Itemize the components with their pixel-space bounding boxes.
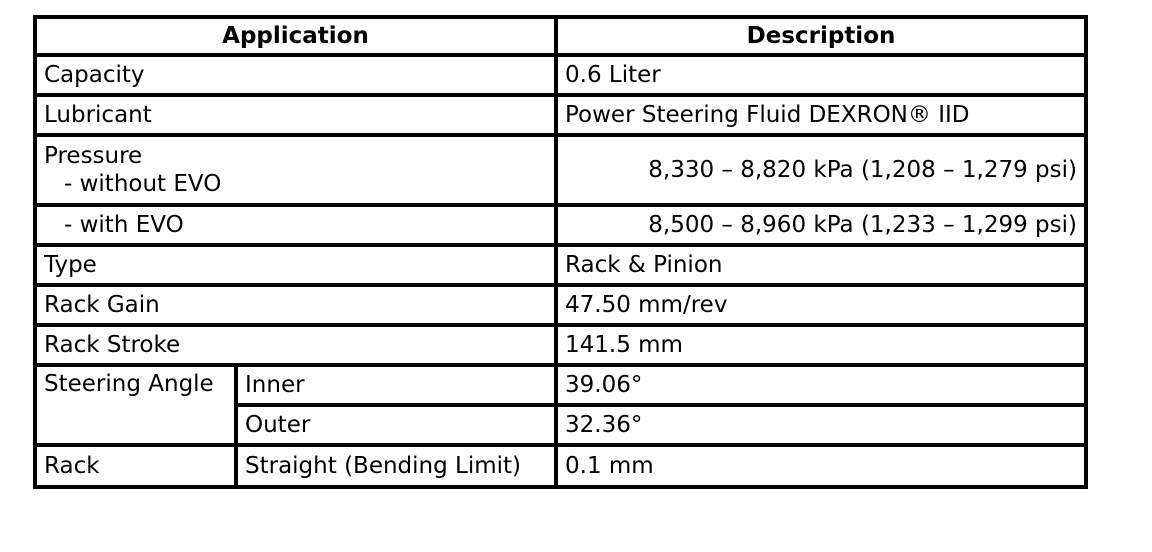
pressure-with-evo-label: - with EVO — [64, 212, 184, 238]
rack-gain-label: Rack Gain — [35, 285, 556, 325]
application-header: Application — [35, 17, 556, 55]
capacity-value: 0.6 Liter — [556, 55, 1086, 95]
table-row-lubricant — [35, 95, 1086, 135]
pressure-with-evo-value: 8,500 – 8,960 kPa (1,233 – 1,299 psi) — [556, 205, 1086, 245]
type-label: Type — [35, 245, 556, 285]
steering-angle-label: Steering Angle — [35, 365, 236, 445]
table-row-type — [35, 245, 1086, 285]
rack-stroke-value: 141.5 mm — [556, 325, 1086, 365]
steering-angle-outer-value: 32.36° — [556, 405, 1086, 445]
lubricant-value: Power Steering Fluid DEXRON® IID — [556, 95, 1086, 135]
rack-straight-label: Straight (Bending Limit) — [236, 445, 556, 487]
table-row-pressure-with-evo — [35, 205, 1086, 245]
capacity-label: Capacity — [35, 55, 556, 95]
type-value: Rack & Pinion — [556, 245, 1086, 285]
pressure-without-evo-label: - without EVO — [64, 171, 222, 197]
pressure-with-evo-cell — [35, 205, 556, 245]
steering-angle-outer-label: Outer — [236, 405, 556, 445]
description-header: Description — [556, 17, 1086, 55]
table-row-rack — [35, 445, 1086, 487]
steering-angle-inner-label: Inner — [236, 365, 556, 405]
table-row-rack-stroke — [35, 325, 1086, 365]
table-row-capacity — [35, 55, 1086, 95]
lubricant-label: Lubricant — [35, 95, 556, 135]
rack-label: Rack — [35, 445, 236, 487]
steering-angle-inner-value: 39.06° — [556, 365, 1086, 405]
pressure-label-cell — [35, 135, 556, 205]
rack-gain-value: 47.50 mm/rev — [556, 285, 1086, 325]
rack-stroke-label: Rack Stroke — [35, 325, 556, 365]
header-row — [35, 17, 1086, 55]
rack-straight-value: 0.1 mm — [556, 445, 1086, 487]
specifications-table — [33, 15, 1088, 489]
table-row-rack-gain — [35, 285, 1086, 325]
table-row-steering-angle-inner — [35, 365, 1086, 405]
pressure-label: Pressure — [44, 143, 143, 169]
pressure-without-evo-value: 8,330 – 8,820 kPa (1,208 – 1,279 psi) — [556, 135, 1086, 205]
table-row-pressure-without-evo — [35, 135, 1086, 205]
